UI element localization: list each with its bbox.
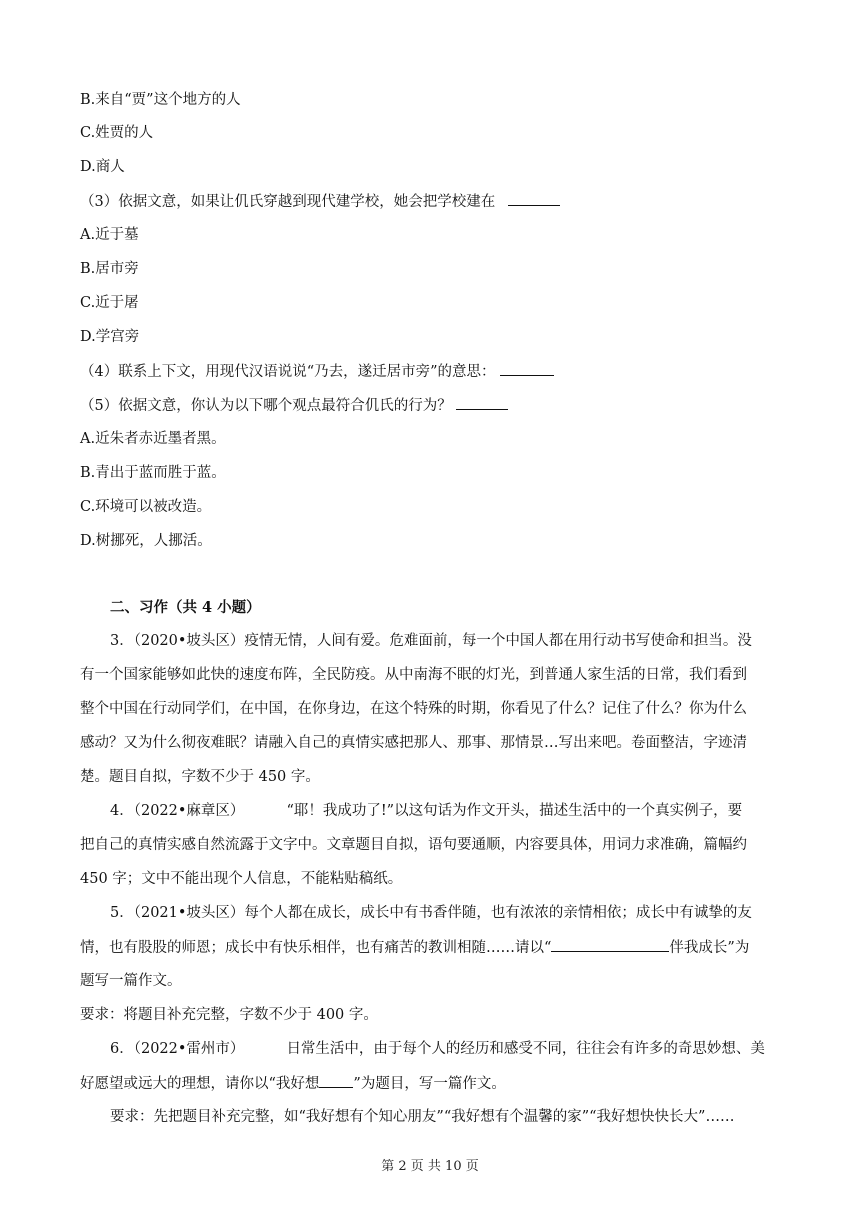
option-d: D.学宫旁 [80, 329, 140, 345]
item-4-text: “耶！我成功了!”以这句话为作文开头，描述生活中的一个真实例子，要 [286, 803, 743, 819]
item-4-source: 4．（2022•麻章区） [110, 803, 245, 819]
question-5-stem [80, 395, 508, 416]
item-3-line: 感动？又为什么彻夜难眠？请融入自己的真情实感把那人、那事、那情景…写出来吧。卷面整洁，字迹清 [80, 735, 747, 751]
question-4-text: （4）联系上下文，用现代汉语说说“乃去，遂迁居市旁”的意思： [80, 364, 496, 380]
option-c: C.姓贾的人 [80, 125, 154, 141]
item-6-text: 好愿望或远大的理想，请你以“我好想 [80, 1076, 320, 1092]
item-5-line: 题写一篇作文。 [80, 973, 182, 989]
title-blank[interactable] [551, 937, 669, 952]
option-d: D.商人 [80, 159, 125, 175]
option-c: C.环境可以被改造。 [80, 499, 212, 515]
item-5-line: 5．（2021•坡头区）每个人都在成长，成长中有书香伴随，也有浓浓的亲情相依；成长中有诚挚的友 [110, 905, 752, 921]
option-b: B.居市旁 [80, 261, 139, 277]
item-5-line [80, 937, 749, 958]
option-a: A.近朱者赤近墨者黑。 [80, 431, 226, 447]
item-4-line: 把自己的真情实感自然流露于文字中。文章题目自拟，语句要通顺，内容要具体，用词力求准确，篇幅约 [80, 837, 747, 853]
option-c: C.近于屠 [80, 295, 139, 311]
item-4-line [110, 801, 742, 821]
section-heading: 二、习作（共 4 小题） [110, 599, 261, 616]
item-3-line: 3．（2020•坡头区）疫情无情，人间有爱。危难面前，每一个中国人都在用行动书写使命和担当。没 [110, 633, 752, 649]
option-d: D.树挪死，人挪活。 [80, 533, 212, 549]
question-5-text: （5）依据文意，你认为以下哪个观点最符合仉氏的行为？ [80, 398, 452, 414]
page-footer: 第 2 页 共 10 页 [381, 1159, 479, 1174]
answer-blank[interactable] [508, 191, 560, 206]
item-3-line: 整个中国在行动同学们，在中国，在你身边，在这个特殊的时期，你看见了什么？记住了什么？你为什么 [80, 701, 747, 717]
answer-blank[interactable] [456, 395, 508, 410]
item-4-line: 450 字；文中不能出现个人信息，不能粘贴稿纸。 [80, 871, 403, 887]
item-6-text-end: ”为题目，写一篇作文。 [353, 1076, 506, 1092]
question-3-stem [80, 191, 560, 212]
option-a: A.近于墓 [80, 227, 139, 243]
question-3-text: （3）依据文意，如果让仉氏穿越到现代建学校，她会把学校建在 [80, 194, 496, 210]
item-6-line [110, 1039, 765, 1059]
item-6-line [80, 1073, 506, 1094]
item-5-text: 情，也有股股的师恩；成长中有快乐相伴，也有痛苦的教训相随……请以“ [80, 940, 552, 956]
option-b: B.来自“贾”这个地方的人 [80, 92, 241, 108]
item-5-requirement: 要求：将题目补充完整，字数不少于 400 字。 [80, 1007, 378, 1023]
item-3-line: 有一个国家能够如此快的速度布阵，全民防疫。从中南海不眠的灯光，到普通人家生活的日常，我们看到 [80, 667, 747, 683]
title-blank[interactable] [319, 1073, 353, 1088]
item-6-text: 日常生活中，由于每个人的经历和感受不同，往往会有许多的奇思妙想、美 [286, 1041, 765, 1057]
item-6-requirement: 要求：先把题目补充完整，如“我好想有个知心朋友”“我好想有个温馨的家”“我好想快快长大”…… [110, 1109, 735, 1125]
item-6-source: 6．（2022•雷州市） [110, 1041, 245, 1057]
question-4-stem [80, 361, 554, 382]
item-3-line: 楚。题目自拟，字数不少于 450 字。 [80, 769, 320, 785]
answer-blank[interactable] [500, 361, 554, 376]
item-5-text-end: 伴我成长”为 [669, 940, 750, 956]
option-b: B.青出于蓝而胜于蓝。 [80, 465, 226, 481]
